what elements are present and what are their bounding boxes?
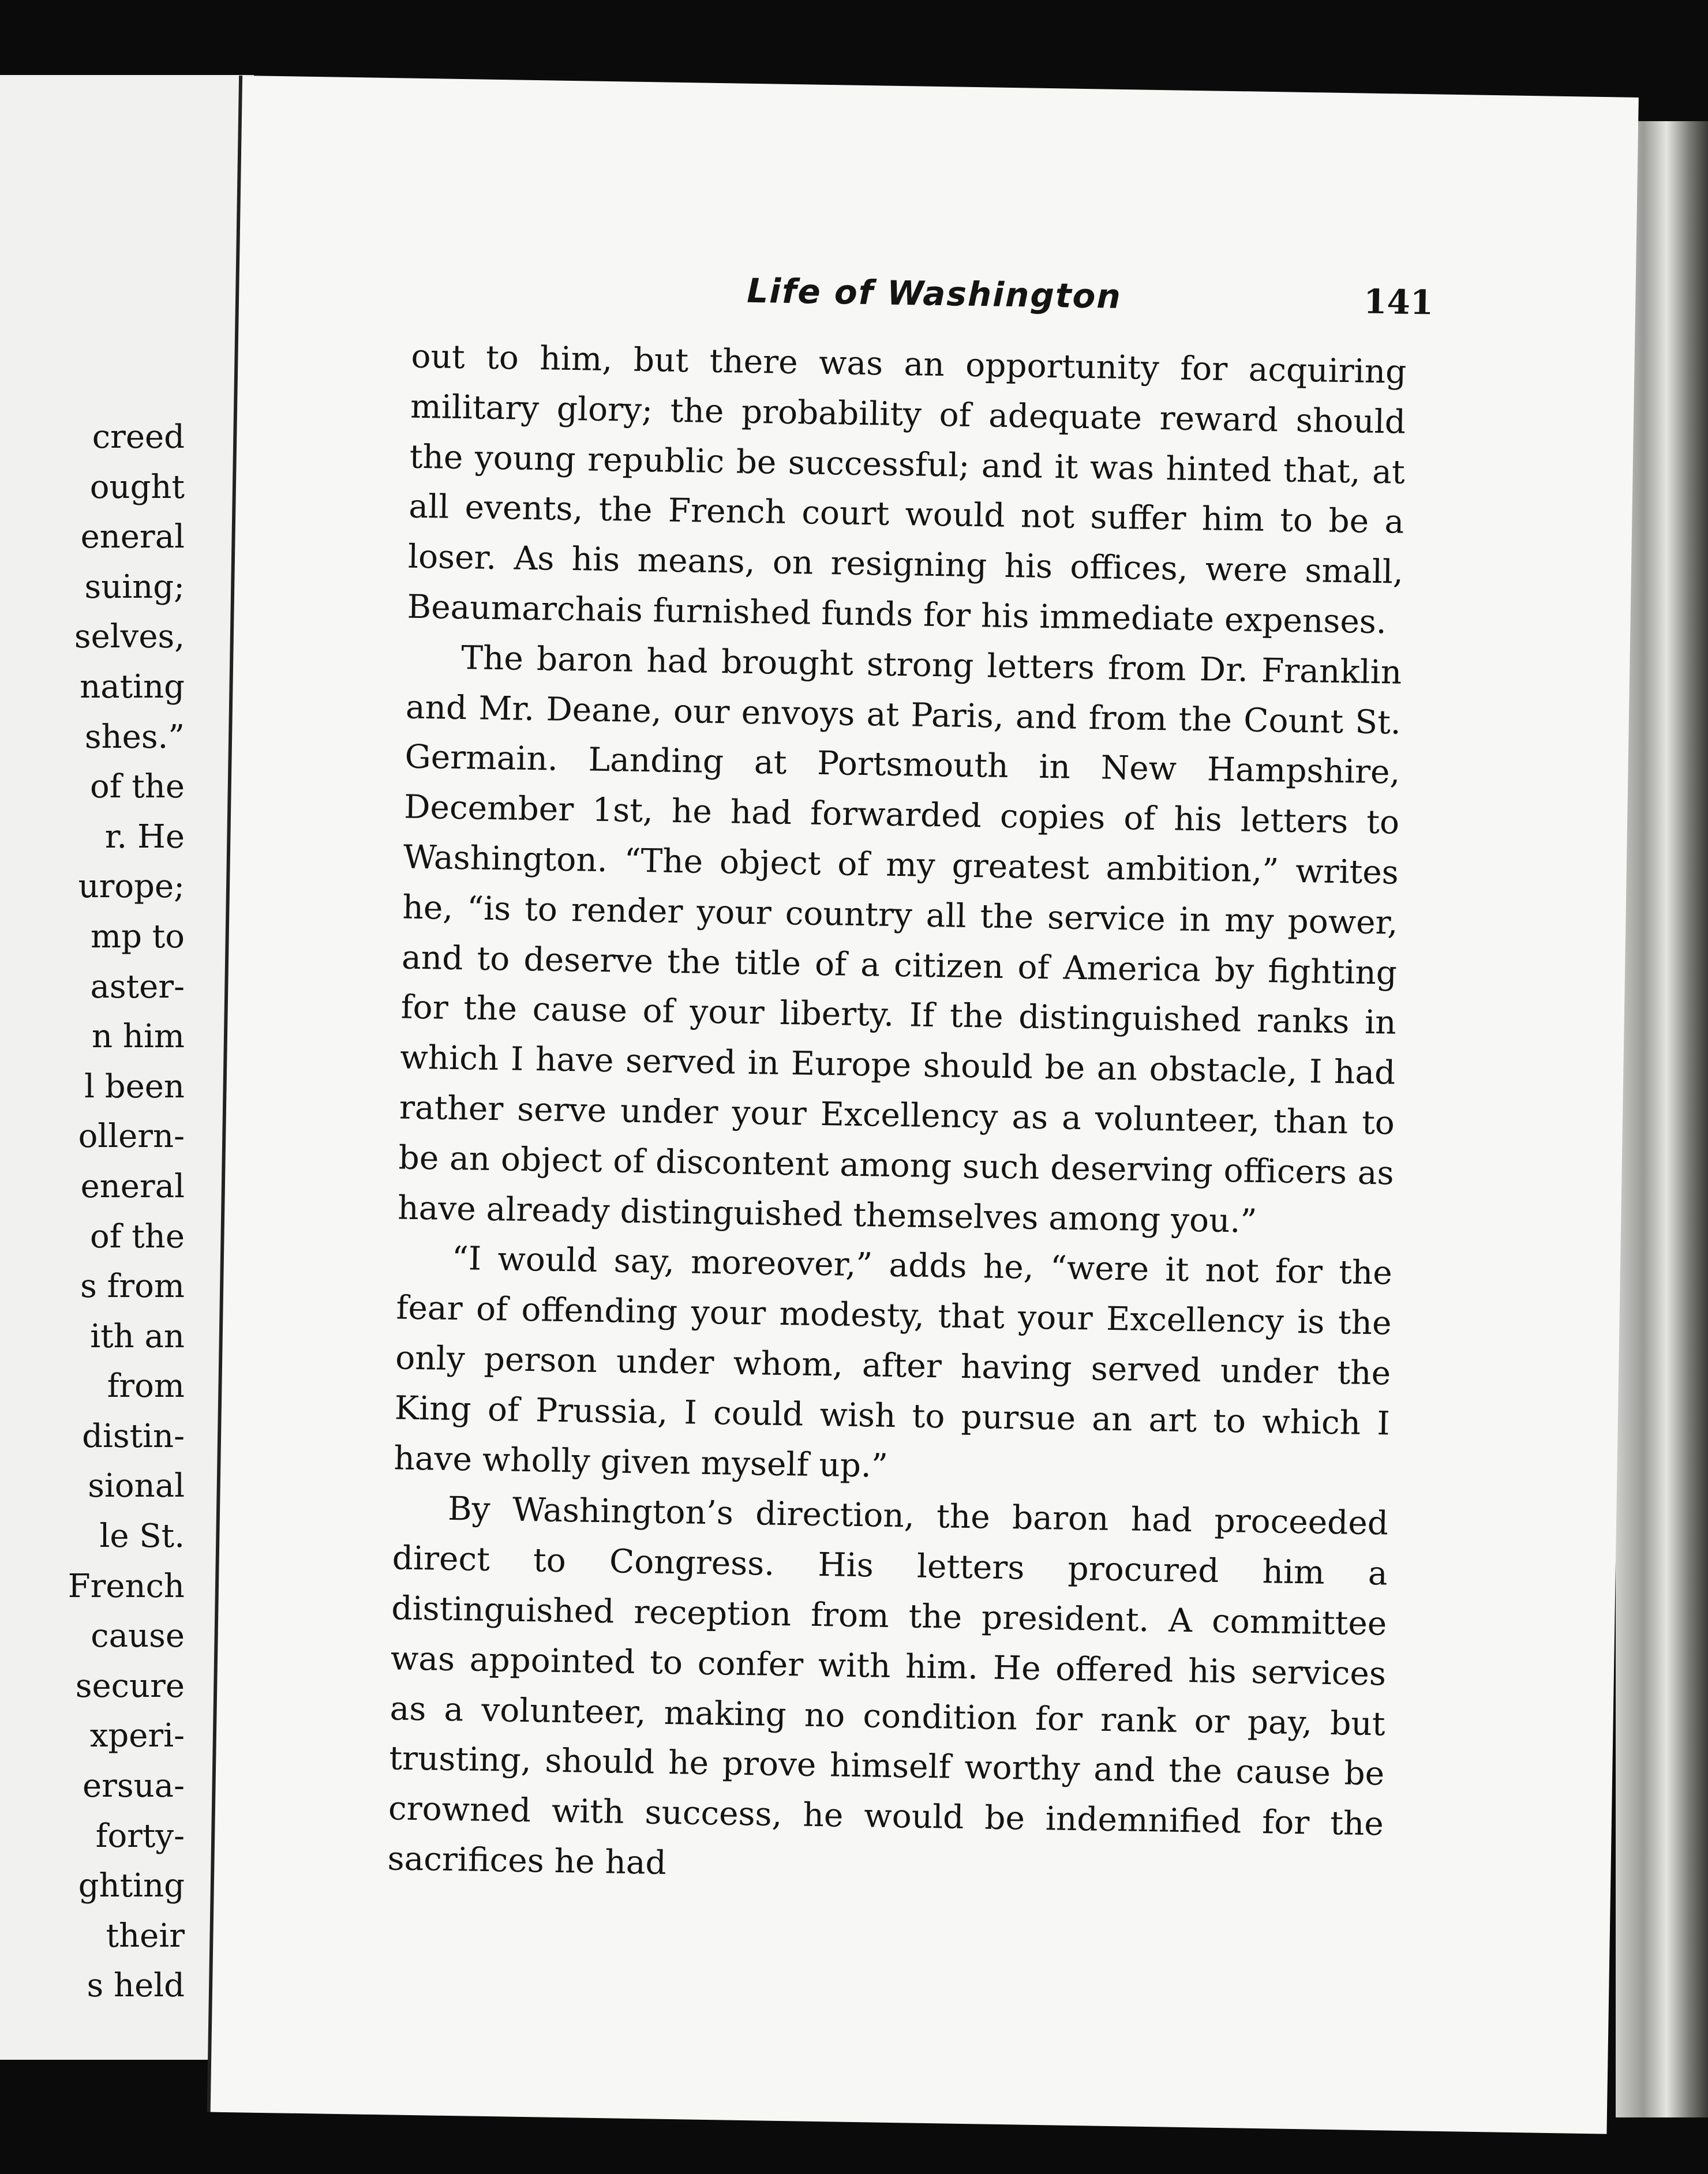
paragraph: out to him, but there was an opportunity for acquiring military glory; the probability of adequate reward should the young republic be successful; and it was hinted that, at all events, the French court would not suffer him to be a loser. As his means, on resigning his offices, were small, Beaumarchais furnished funds for his immediate expenses. [407, 338, 1407, 642]
previous-page-line: forty- [95, 1817, 185, 1855]
previous-page-line: nating [80, 668, 185, 706]
previous-page-line: of the [90, 1217, 185, 1255]
paragraph: By Washington’s direction, the baron had proceeded direct to Congress. His letters procured him a distinguished reception from the president. A committee was appointed to confer with him. He offered his services as a volunteer, making no condition for rank or pay, but trusting, should he prove himself worthy and the cause be crowned with success, he would be indemnified for the sacrifices he had [387, 1490, 1389, 1882]
previous-page-line: sional [88, 1467, 185, 1505]
previous-page-line: mp to [91, 917, 185, 955]
previous-page-line: ought [89, 468, 185, 506]
previous-page-line: s held [87, 1967, 185, 2005]
running-title: Life of Washington [746, 271, 1122, 316]
previous-page-line: distin- [82, 1417, 185, 1455]
previous-page-line: cause [91, 1617, 185, 1655]
previous-page-line: from [107, 1367, 185, 1405]
previous-page-line: secure [75, 1667, 185, 1705]
previous-page-line: le St. [99, 1517, 185, 1555]
paragraph: “I would say, moreover,” adds he, “were it not for the fear of offending your modesty, that your Excellency is the only person under whom, after having served under the King of Prussia, I could wish to pursue an art to which I have wholly given myself up.” [394, 1240, 1393, 1485]
previous-page-line: ollern- [78, 1118, 185, 1156]
previous-page-line: xperi- [89, 1717, 185, 1755]
previous-page-line: n him [92, 1018, 185, 1056]
previous-page-line: s from [80, 1268, 185, 1306]
book-page [211, 76, 1639, 2134]
previous-page-line: creed [92, 418, 185, 456]
previous-page-line: ersua- [82, 1767, 185, 1805]
previous-page-line: ghting [78, 1867, 185, 1905]
previous-page-line: of the [90, 768, 185, 806]
previous-page-line: French [68, 1567, 185, 1605]
previous-page-line: suing; [84, 568, 185, 606]
previous-page-line: l been [84, 1067, 185, 1105]
previous-page-line: selves, [74, 618, 185, 656]
previous-page-line: aster- [90, 968, 185, 1006]
previous-page-line: r. He [104, 818, 185, 856]
previous-page-line: eneral [80, 518, 185, 556]
previous-page-line: shes.” [84, 718, 185, 756]
previous-page-text [68, 413, 185, 2011]
previous-page-line: ith an [90, 1317, 185, 1355]
previous-page-line: urope; [78, 868, 185, 906]
previous-page-line: eneral [80, 1167, 185, 1205]
page-number: 141 [1363, 282, 1434, 323]
page-header [747, 271, 1434, 334]
body-text [387, 332, 1407, 1900]
paragraph: The baron had brought strong letters from Dr. Franklin and Mr. Deane, our envoys at Paris, and from the Count St. Germain. Landing at Portsmouth in New Hampshire, December 1st, he had forwarded copies of his letters to Washington. “The object of my greatest ambition,” writes he, “is to render your country all the service in my power, and to deserve the title of a citizen of America by fighting for the cause of your liberty. If the distinguished ranks in which I have served in Europe should be an obstacle, I had rather serve under your Excellency as a volunteer, than to be an object of discontent among such deserving officers as have already distinguished themselves among you.” [397, 639, 1402, 1240]
previous-page-line: their [106, 1917, 185, 1955]
